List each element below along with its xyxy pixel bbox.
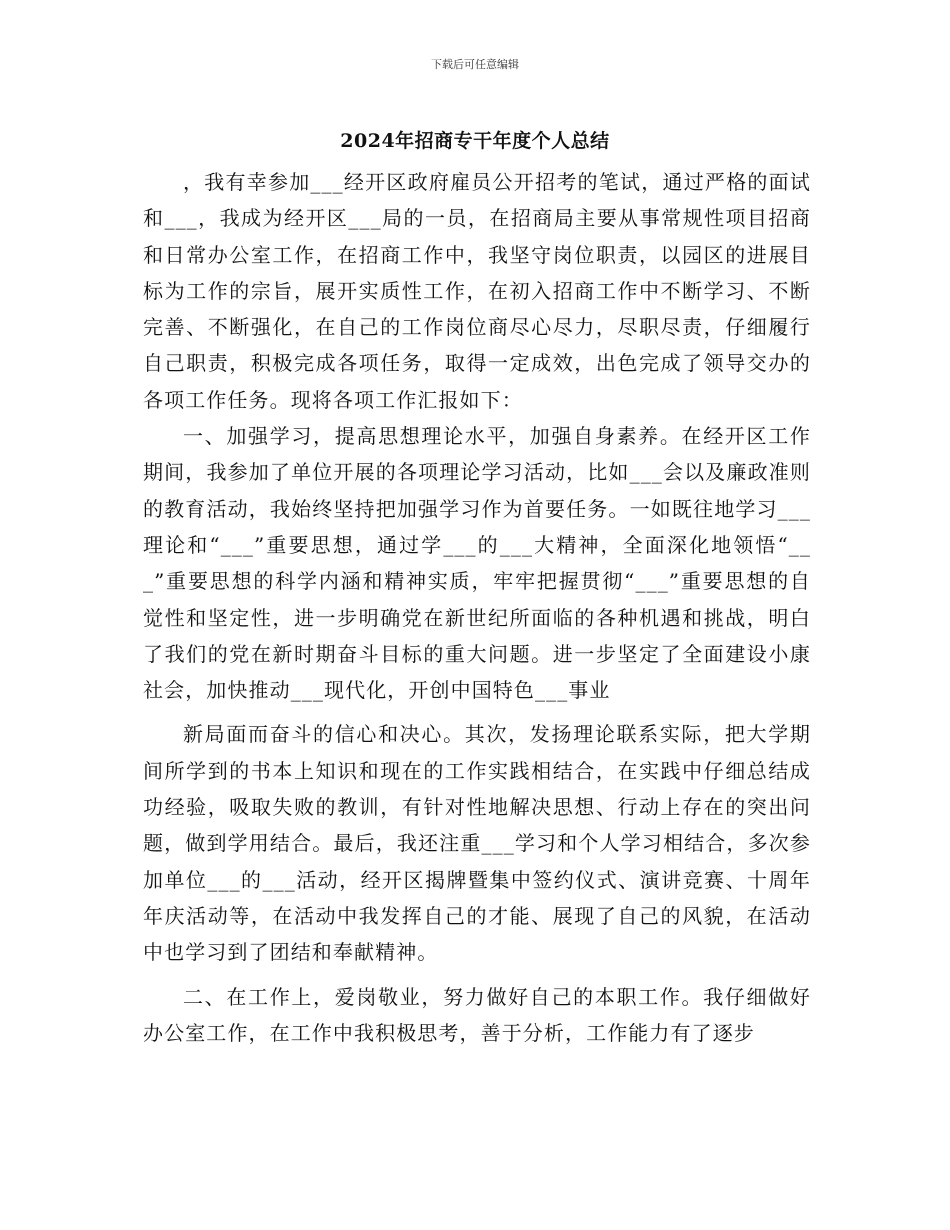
paragraph-section-one-continued: 新局面而奋斗的信心和决心。其次，发扬理论联系实际，把大学期间所学到的书本上知识和现在的工作实践相结合，在实践中仔细总结成功经验，吸取失败的教训，有针对性地解决思想、行动上存在的突出问题，做到学用结合。最后，我还注重___学习和个人学习相结合，多次参加单位___的___活动，经开区揭牌暨集中签约仪式、演讲竞赛、十周年年庆活动等，在活动中我发挥自己的才能、展现了自己的风貌，在活动中也学习到了团结和奉献精神。 (143, 722, 811, 965)
paragraph-section-two: 二、在工作上，爱岗敬业，努力做好自己的本职工作。我仔细做好办公室工作，在工作中我积极思考，善于分析，工作能力有了逐步 (143, 984, 811, 1045)
page-header-note: 下载后可任意编辑 (431, 58, 519, 71)
document-body (143, 164, 811, 1051)
document-title: 2024年招商专干年度个人总结 (340, 130, 610, 152)
paragraph-section-one: 一、加强学习，提高思想理论水平，加强自身素养。在经开区工作期间，我参加了单位开展的各项理论学习活动，比如___会以及廉政准则的教育活动，我始终坚持把加强学习作为首要任务。一如既往地学习___理论和“___”重要思想，通过学___的___大精神，全面深化地领悟“___”重要思想的科学内涵和精神实质，牢牢把握贯彻“___”重要思想的自觉性和坚定性，进一步明确党在新世纪所面临的各种机遇和挑战，明白了我们的党在新时期奋斗目标的重大问题。进一步坚定了全面建设小康社会，加快推动___现代化，开创中国特色___事业 (143, 424, 811, 703)
paragraph-intro: ，我有幸参加___经开区政府雇员公开招考的笔试，通过严格的面试和___，我成为经开区___局的一员，在招商局主要从事常规性项目招商和日常办公室工作，在招商工作中，我坚守岗位职责，以园区的进展目标为工作的宗旨，展开实质性工作，在初入招商工作中不断学习、不断完善、不断强化，在自己的工作岗位商尽心尽力，尽职尽责，仔细履行自己职责，积极完成各项任务，取得一定成效，出色完成了领导交办的各项工作任务。现将各项工作汇报如下： (143, 170, 811, 412)
